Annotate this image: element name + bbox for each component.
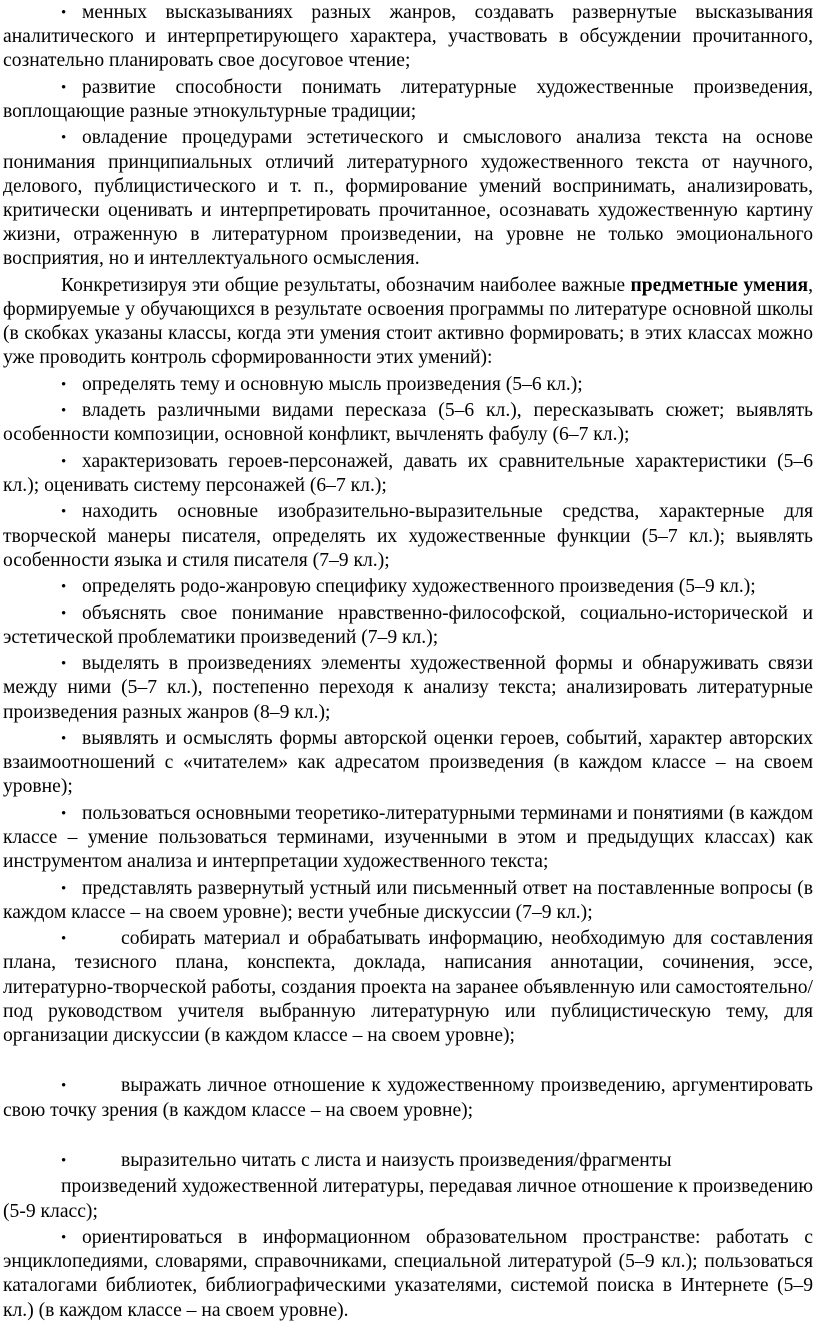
- bullet-icon: •: [61, 1078, 67, 1095]
- bullet-icon: •: [61, 880, 67, 897]
- bullet-icon: •: [61, 5, 67, 21]
- bullet-icon: •: [61, 730, 67, 747]
- list-item: [3, 575, 813, 599]
- list-item: [3, 126, 813, 271]
- list-item-text: находить основные изобразительно-выразительные средства, характерные для творческой манеры писателя, определять их художественные функции (5–7 кл.); выявлять особенности языка и стиля писателя (7–9 кл.);: [3, 501, 813, 571]
- paragraph-bold-term: предметные умения: [630, 274, 809, 296]
- bullet-icon: •: [61, 1152, 67, 1169]
- list-item-text: собирать материал и обрабатывать информацию, необходимую для составления плана, тезисного плана, конспекта, доклада, написания аннотации, сочинения, эссе, литературно-творческой работы, создания проекта на заранее объявленную или самостоятельно/под руководством учителя выбранную литературную или публицистическую тему, для организации дискуссии (в каждом классе – на своем уровне);: [3, 928, 813, 1046]
- list-item-text: ориентироваться в информационном образовательном пространстве: работать с энциклопедиями, словарями, справочниками, специальной литературой (5–9 кл.); пользоваться каталогами библиотек, библиографическими указателями, системой поиска в Интернете (5–9 кл.) (в каждом классе – на своем уровне).: [3, 1226, 813, 1321]
- list-item: [3, 450, 813, 498]
- list-item: [3, 927, 813, 1048]
- bullet-icon: •: [61, 605, 67, 622]
- list-item-text: выразительно читать с листа и наизусть произведения/фрагменты: [121, 1149, 672, 1171]
- list-item: [3, 727, 813, 800]
- spacer: [3, 1125, 813, 1149]
- list-item: [3, 1, 813, 74]
- paragraph-text: , формируемые у обучающихся в результате освоения программы по литературе основной школы (в скобках указаны классы, когда эти умения стоит активно формировать; в этих классах можно уже проводить контроль сформированности этих умений):: [3, 274, 813, 369]
- list-item-text: овладение процедурами эстетического и смыслового анализа текста на основе понимания принципиальных отличий литературного художественного текста от научного, делового, публицистического и т. п., формирование умений воспринимать, анализировать, критически оценивать и интерпретировать прочитанное, осознавать художественную картину жизни, отраженную в литературном произведении, на уровне не только эмоционального восприятия, но и интеллектуального осмысления.: [3, 127, 813, 270]
- list-item-text: произведений художественной литературы, передавая личное отношение к произведению (5-9 класс);: [3, 1176, 813, 1222]
- list-item-text: пользоваться основными теоретико-литературными терминами и понятиями (в каждом классе – умение пользоваться терминами, изученными в этом и предыдущих классах) как инструментом анализа и интерпретации художественного текста;: [3, 802, 813, 873]
- list-item-continuation: [3, 1175, 813, 1223]
- list-item: [3, 373, 813, 397]
- list-item-text: развитие способности понимать литературные художественные произведения, воплощающие разные этнокультурные традиции;: [3, 76, 813, 122]
- bullet-icon: •: [61, 805, 67, 822]
- bullet-icon: •: [61, 453, 67, 470]
- list-item-text: характеризовать героев-персонажей, давать их сравнительные характеристики (5–6 кл.); оценивать систему персонажей (6–7 кл.);: [3, 450, 813, 496]
- list-item: [3, 1226, 813, 1323]
- bullet-icon: •: [61, 504, 67, 521]
- bullet-icon: •: [61, 656, 67, 673]
- bullet-icon: •: [61, 376, 67, 393]
- paragraph-text: Конкретизируя эти общие результаты, обозначим наиболее важные: [61, 274, 631, 296]
- list-item: [3, 399, 813, 447]
- list-item: [3, 652, 813, 725]
- body-paragraph: [3, 274, 813, 371]
- list-item-text: выражать личное отношение к художественному произведению, аргументировать свою точку зрения (в каждом классе – на своем уровне);: [3, 1075, 813, 1121]
- list-item-text: выявлять и осмыслять формы авторской оценки героев, событий, характер авторских взаимоотношений с «читателем» как адресатом произведения (в каждом классе – на своем уровне);: [3, 727, 813, 798]
- list-item: [3, 1074, 813, 1122]
- list-item-text: представлять развернутый устный или письменный ответ на поставленные вопросы (в каждом классе – на своем уровне); вести учебные дискуссии (7–9 кл.);: [3, 877, 813, 923]
- bullet-icon: •: [61, 403, 67, 420]
- bullet-icon: •: [61, 130, 67, 147]
- list-item-text: определять родо-жанровую специфику художественного произведения (5–9 кл.);: [82, 576, 756, 598]
- list-item-text: определять тему и основную мысль произведения (5–6 кл.);: [82, 373, 583, 395]
- list-item-text: менных высказываниях разных жанров, создавать развернутые высказывания аналитического и интерпретирующего характера, участвовать в обсуждении прочитанного, сознательно планировать свое досуговое чтение;: [3, 2, 813, 72]
- list-item-text: объяснять свое понимание нравственно-философской, социально-исторической и эстетической проблематики произведений (7–9 кл.);: [3, 602, 813, 648]
- bullet-icon: •: [61, 1229, 67, 1246]
- list-item-text: выделять в произведениях элементы художественной формы и обнаруживать связи между ними (5–7 кл.), постепенно переходя к анализу текста; анализировать литературные произведения разных жанров (8–9 кл.);: [3, 653, 813, 723]
- list-item: [3, 602, 813, 650]
- bullet-icon: •: [61, 79, 67, 96]
- bullet-icon: •: [61, 931, 67, 948]
- document-page: [3, 1, 813, 1325]
- bullet-icon: •: [61, 579, 67, 596]
- list-item: [3, 877, 813, 925]
- list-item: [3, 802, 813, 875]
- spacer: [3, 1050, 813, 1074]
- list-item: [3, 500, 813, 573]
- list-item: [3, 1149, 813, 1173]
- list-item: [3, 76, 813, 124]
- list-item-text: владеть различными видами пересказа (5–6 кл.), пересказывать сюжет; выявлять особенности композиции, основной конфликт, вычленять фабулу (6–7 кл.);: [3, 400, 813, 446]
